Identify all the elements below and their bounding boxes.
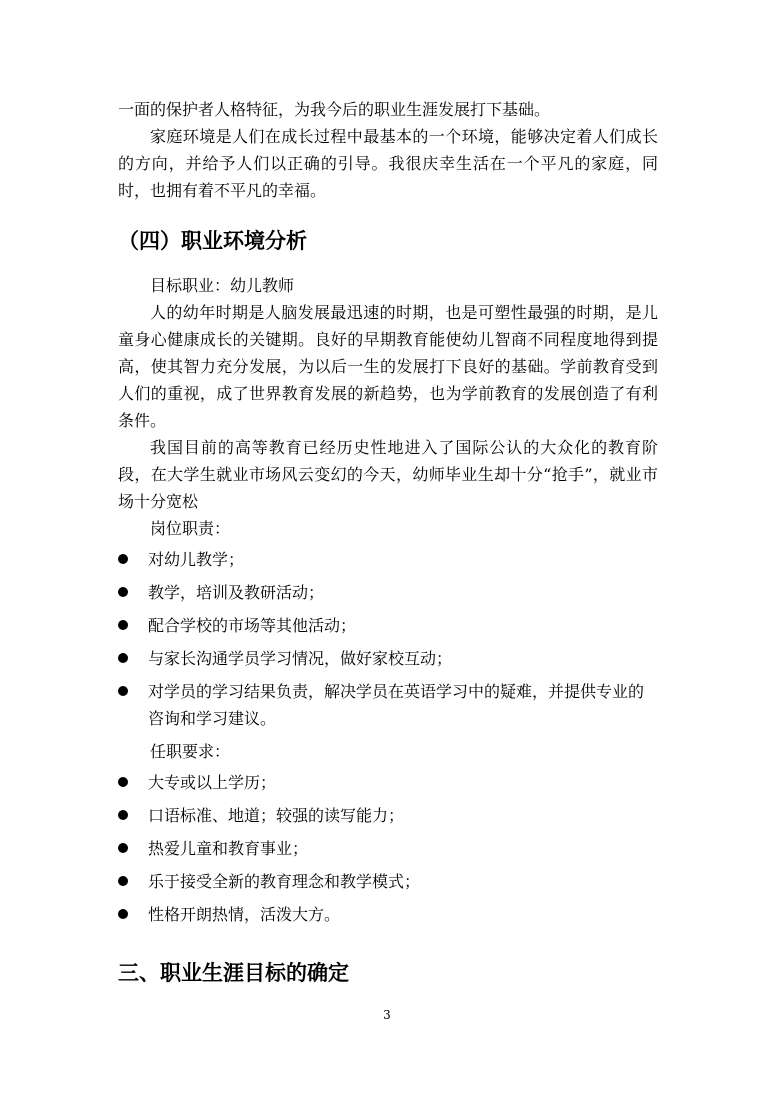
duties-label: 岗位职责： (150, 519, 231, 538)
list-item: 口语标准、地道；较强的读写能力； (118, 802, 658, 829)
bullet-icon (118, 620, 128, 630)
section-heading-career-goals: 三、职业生涯目标的确定 (118, 961, 349, 985)
list-item: 乐于接受全新的教育理念和教学模式； (118, 868, 658, 895)
requirements-label: 任职要求： (150, 742, 231, 761)
list-item: 对幼儿教学； (118, 546, 658, 573)
page-content (118, 96, 658, 988)
list-item: 对学员的学习结果负责，解决学员在英语学习中的疑难，并提供专业的咨询和学习建议。 (118, 678, 658, 732)
target-career-line: 目标职业：幼儿教师 (150, 276, 295, 295)
list-item: 配合学校的市场等其他活动； (118, 612, 658, 639)
list-item: 热爱儿童和教育事业； (118, 835, 658, 862)
bullet-icon (118, 587, 128, 597)
list-item: 与家长沟通学员学习情况，做好家校互动； (118, 645, 658, 672)
paragraph-early-childhood: 人的幼年时期是人脑发展最迅速的时期，也是可塑性最强的时期，是儿童身心健康成长的关键期。良好的早期教育能使幼儿智商不同程度地得到提高，使其智力充分发展，为以后一生的发展打下良好的基础。学前教育受到人们的重视，成了世界教育发展的新趋势，也为学前教育的发展创造了有利条件。 (118, 303, 658, 430)
bullet-icon (118, 777, 128, 787)
bullet-icon (118, 686, 128, 696)
paragraph-family-environment: 家庭环境是人们在成长过程中最基本的一个环境，能够决定着人们成长的方向，并给予人们以正确的引导。我很庆幸生活在一个平凡的家庭，同时，也拥有着不平凡的幸福。 (118, 127, 658, 200)
requirements-list (118, 769, 658, 928)
bullet-icon (118, 653, 128, 663)
bullet-icon (118, 876, 128, 886)
bullet-icon (118, 909, 128, 919)
bullet-icon (118, 554, 128, 564)
paragraph-continuation: 一面的保护者人格特征，为我今后的职业生涯发展打下基础。 (118, 100, 551, 119)
duties-list (118, 546, 658, 732)
section-heading-career-environment: （四）职业环境分析 (118, 229, 307, 253)
list-item: 大专或以上学历； (118, 769, 658, 796)
paragraph-higher-education: 我国目前的高等教育已经历史性地进入了国际公认的大众化的教育阶段，在大学生就业市场风云变幻的今天，幼师毕业生却十分“抢手”，就业市场十分宽松 (118, 438, 658, 511)
list-item: 教学，培训及教研活动； (118, 579, 658, 606)
bullet-icon (118, 843, 128, 853)
list-item: 性格开朗热情，活泼大方。 (118, 901, 658, 928)
bullet-icon (118, 810, 128, 820)
page-number: 3 (383, 1008, 391, 1022)
